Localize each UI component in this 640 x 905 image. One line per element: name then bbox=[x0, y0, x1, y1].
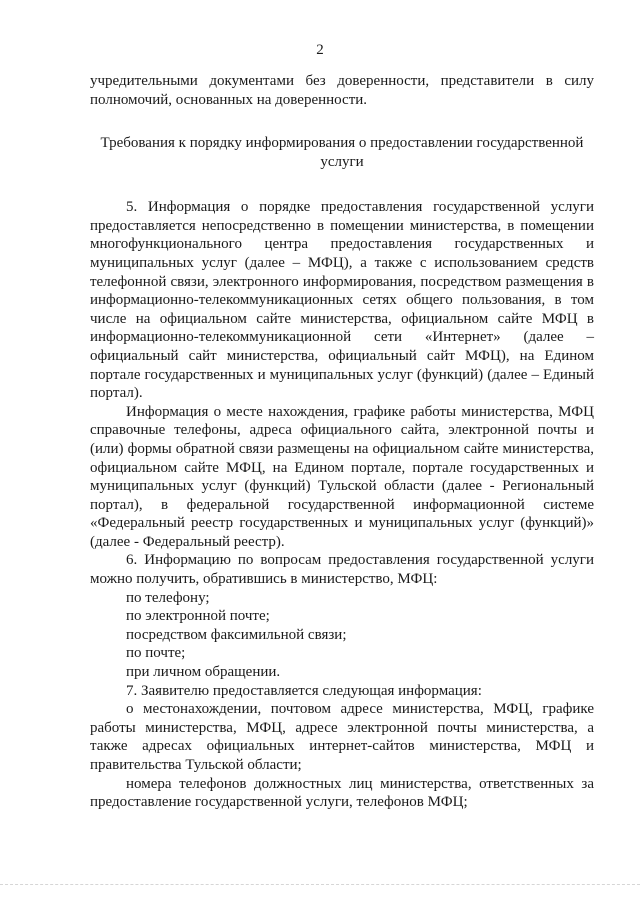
paragraph-phone-numbers: номера телефонов должностных лиц министерства, ответственных за предоставление государственной услуги, телефонов МФЦ; bbox=[90, 775, 594, 811]
list-item-fax: посредством факсимильной связи; bbox=[126, 626, 347, 643]
page-number: 2 bbox=[316, 42, 324, 58]
document-body bbox=[90, 72, 594, 812]
scan-artifact-line bbox=[0, 884, 640, 887]
paragraph-item-7: 7. Заявителю предоставляется следующая информация: bbox=[126, 682, 482, 699]
paragraph-item-6: 6. Информацию по вопросам предоставления государственной услуги можно получить, обратившись в министерство, МФЦ: bbox=[90, 552, 594, 588]
list-item-personal-visit: при личном обращении. bbox=[126, 664, 281, 681]
paragraph-continuation: учредительными документами без доверенности, представители в силу полномочий, основанных на доверенности. bbox=[90, 73, 594, 108]
list-item-mail: по почте; bbox=[126, 645, 186, 662]
list-item-email: по электронной почте; bbox=[126, 608, 270, 625]
section-heading: Требования к порядку информирования о предоставлении государственной услуги bbox=[100, 135, 584, 171]
paragraph-location-addresses: о местонахождении, почтовом адресе министерства, МФЦ, графике работы министерства, МФЦ, адресе электронной почты министерства, а также адресах официальных интернет-сайтов министерства, МФЦ и правительства Тульской области; bbox=[90, 701, 594, 773]
list-item-phone: по телефону; bbox=[126, 589, 210, 606]
paragraph-item-5: 5. Информация о порядке предоставления государственной услуги предоставляется непосредственно в помещении министерства, в помещении многофункционального центра предоставления государственных и муниципальных услуг (далее – МФЦ), а также с использованием средств телефонной связи, электронного информирования, посредством размещения в информационно-телекоммуникационных сетях общего пользования, в том числе на официальном сайте министерства, официальном сайте МФЦ в информационно-телекоммуникационной сети «Интернет» (далее – официальный сайт министерства, официальный сайт МФЦ), на Едином портале государственных и муниципальных услуг (функций) (далее – Единый портал). bbox=[90, 199, 594, 402]
paragraph-location-info: Информация о месте нахождения, графике работы министерства, МФЦ справочные телефоны, адреса официального сайта, электронной почты и (или) формы обратной связи размещены на официальном сайте министерства, официальном сайте МФЦ, на Едином портале, портале государственных и муниципальных услуг (функций) Тульской области (далее - Региональный портал), в федеральной государственной информационной системе «Федеральный реестр государственных и муниципальных услуг (функций)» (далее - Федеральный реестр). bbox=[90, 403, 594, 550]
